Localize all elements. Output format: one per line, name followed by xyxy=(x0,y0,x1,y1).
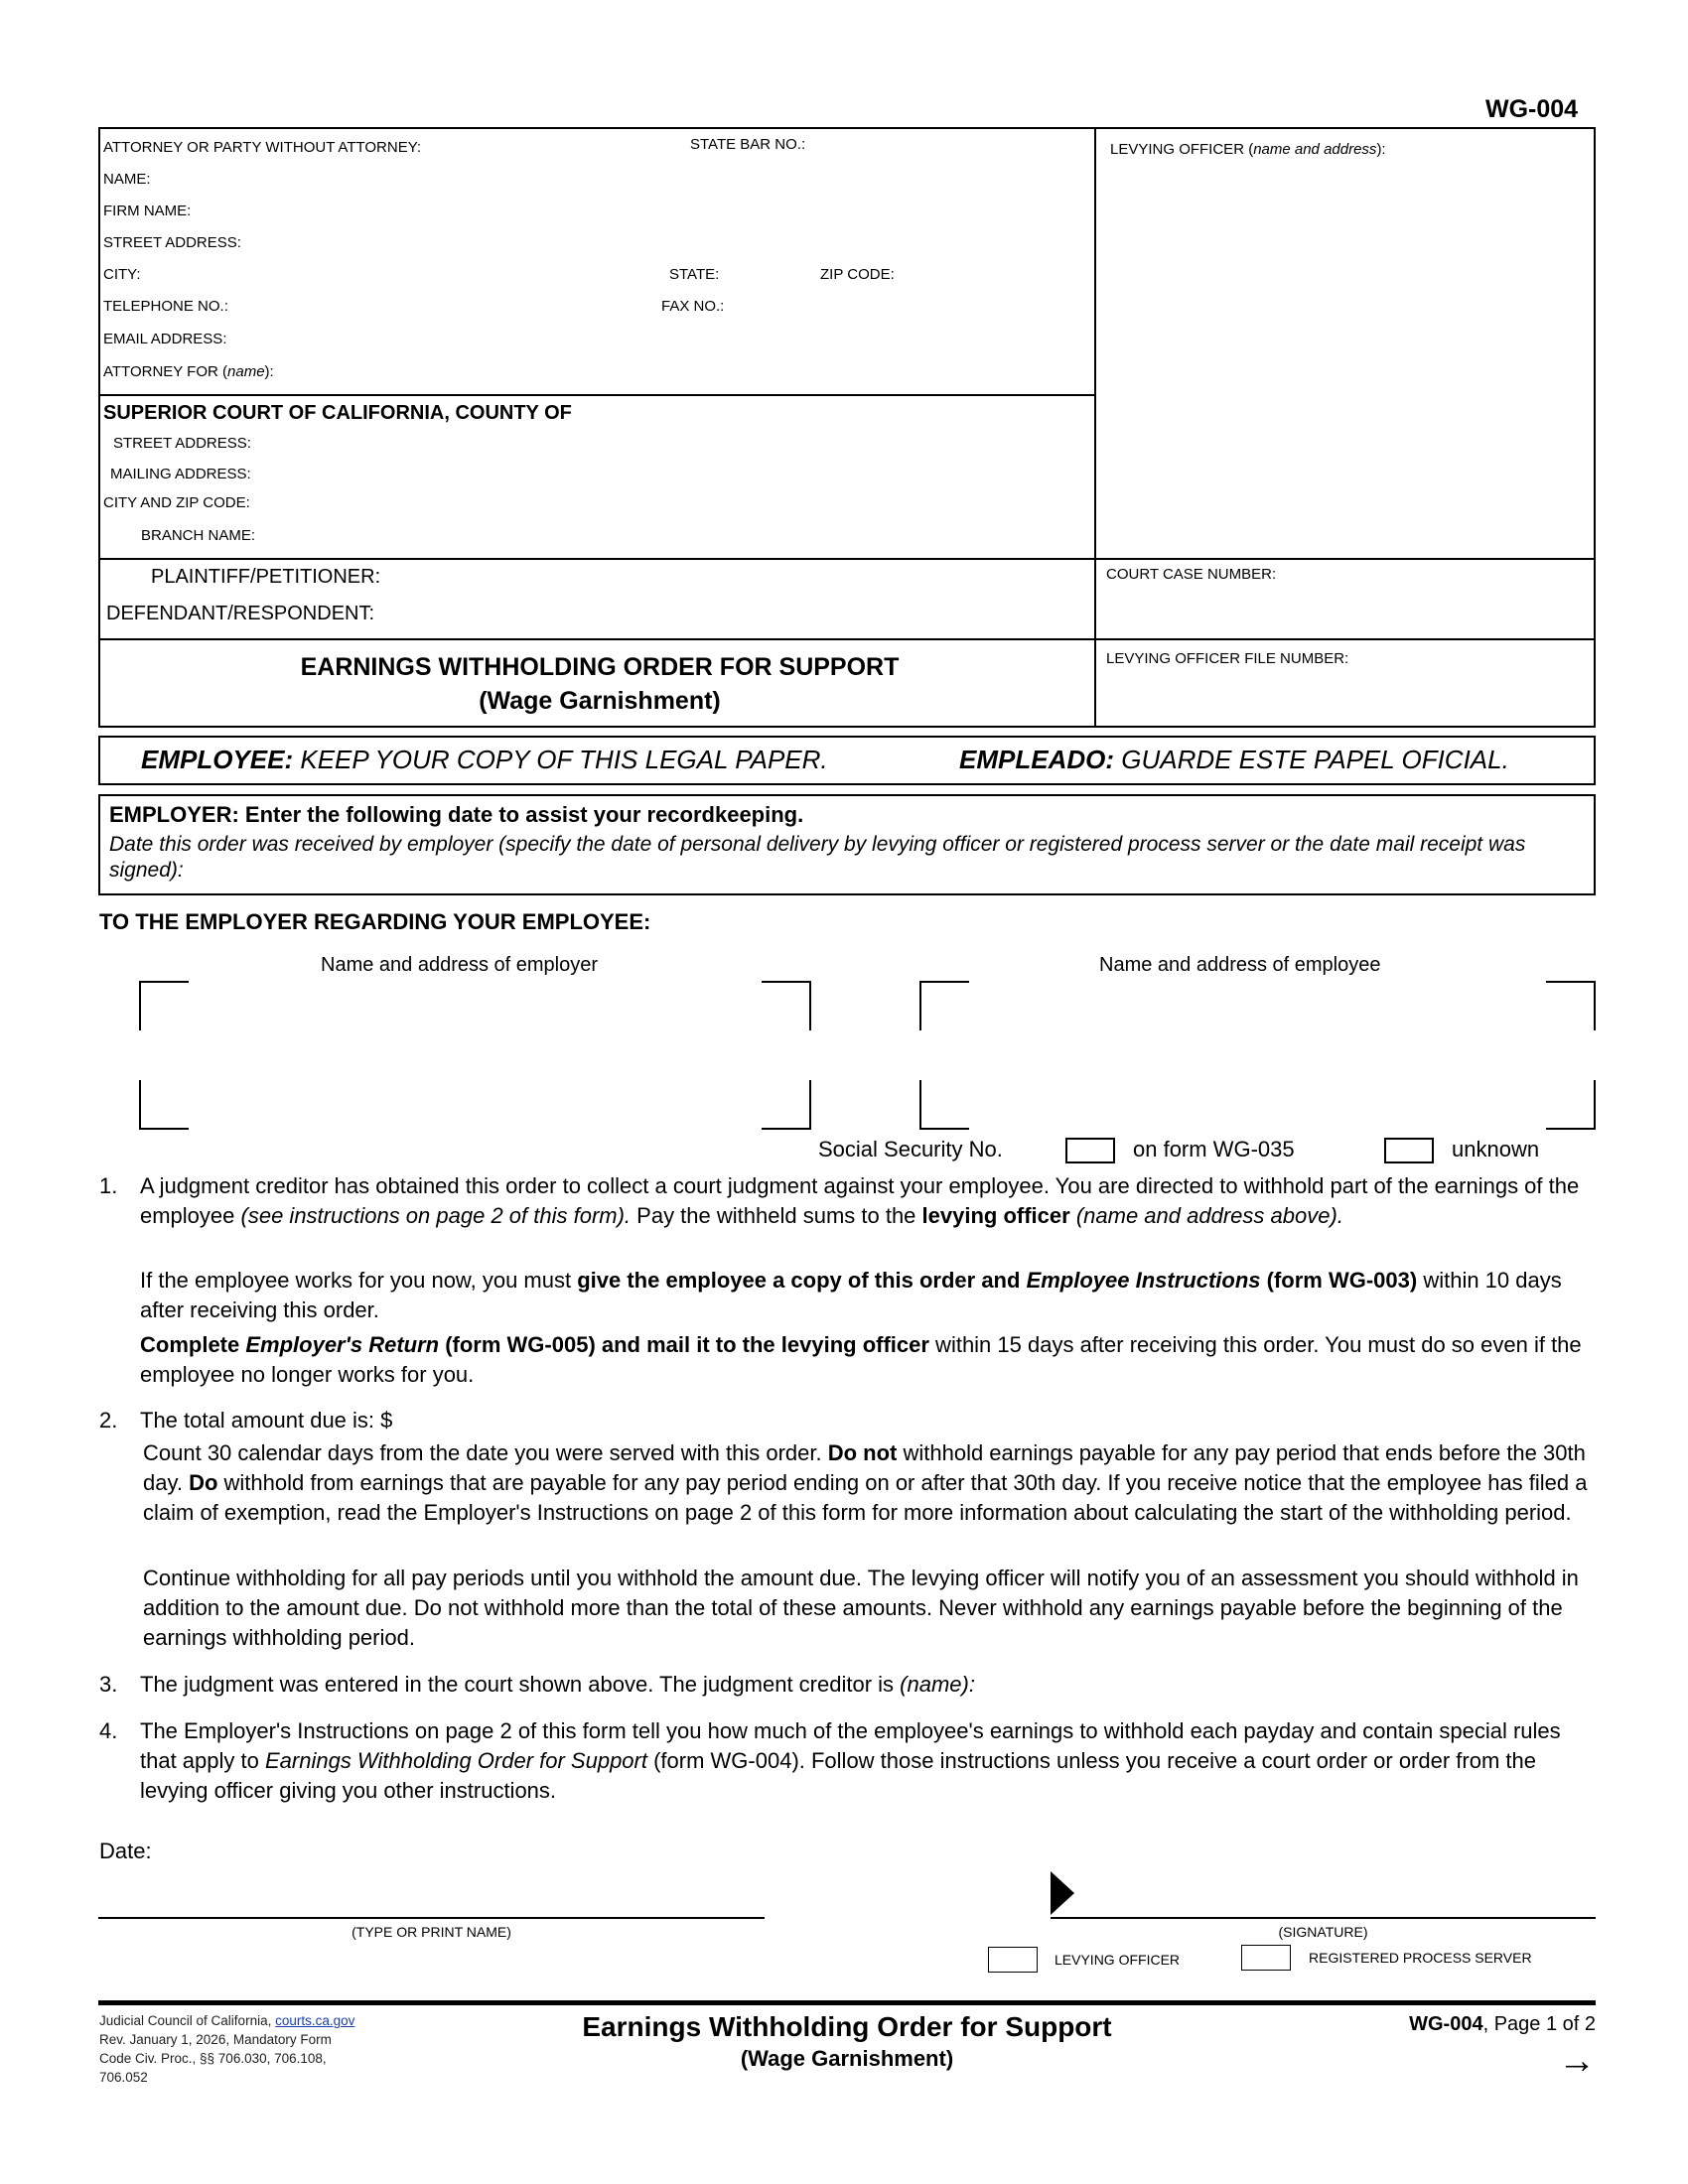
item-3-number: 3. xyxy=(99,1672,118,1697)
footer-page-number: WG-004, Page 1 of 2 xyxy=(1409,2013,1596,2035)
employee-address-corner-tr xyxy=(1546,981,1596,1030)
item-2-amount-label: The total amount due is: $ xyxy=(140,1408,393,1433)
court-city-zip-label: CITY AND ZIP CODE: xyxy=(103,494,250,511)
file-number-label: LEVYING OFFICER FILE NUMBER: xyxy=(1106,650,1349,667)
city-label: CITY: xyxy=(103,266,141,283)
levying-officer-checkbox[interactable] xyxy=(988,1947,1038,1973)
telephone-label: TELEPHONE NO.: xyxy=(103,298,228,315)
state-label: STATE: xyxy=(669,266,720,283)
signature-arrow-icon xyxy=(1051,1871,1076,1915)
employee-address-corner-bl xyxy=(919,1080,969,1130)
ssn-on-form-label: on form WG-035 xyxy=(1133,1137,1295,1161)
form-number: WG-004 xyxy=(1485,95,1579,123)
court-street-label: STREET ADDRESS: xyxy=(113,435,251,452)
employer-address-corner-bl xyxy=(139,1080,189,1130)
form-title: EARNINGS WITHHOLDING ORDER FOR SUPPORT (Wage Garnishment) xyxy=(300,653,900,715)
employee-address-corner-br xyxy=(1546,1080,1596,1130)
regarding-heading: TO THE EMPLOYER REGARDING YOUR EMPLOYEE: xyxy=(99,909,651,934)
item-1-return-instruction: Complete Employer's Return (form WG-005) and mail it to the levying officer within 15 days after receiving this order. You must do so even if the employee no longer works for you. xyxy=(140,1332,1582,1387)
footer-rule xyxy=(98,2000,1596,2005)
levying-officer-label: LEVYING OFFICER (name and address): xyxy=(1110,141,1386,158)
employer-address-corner-br xyxy=(762,1080,811,1130)
court-branch-label: BRANCH NAME: xyxy=(141,527,256,544)
item-2-number: 2. xyxy=(99,1408,118,1433)
item-4-text: The Employer's Instructions on page 2 of this form tell you how much of the employee's earnings to withhold each payday and contain special rules that apply to Earnings Withholding Order for Support (form WG-004). Follow those instructions unless you receive a court order or order from the levying officer giving you other instructions. xyxy=(140,1718,1561,1803)
parties-title-divider xyxy=(98,638,1596,640)
court-mailing-label: MAILING ADDRESS: xyxy=(110,466,251,482)
employer-heading: EMPLOYER: Enter the following date to assist your recordkeeping. xyxy=(109,802,804,827)
attorney-court-divider xyxy=(98,394,1095,396)
item-1-number: 1. xyxy=(99,1173,118,1198)
item-2-continue-withholding: Continue withholding for all pay periods until you withhold the amount due. The levying officer will notify you of an assessment you should withhold in addition to the amount due. Do not withhold more than the total of these amounts. Never withhold any earnings payable before the beginning of the earnings withholding period. xyxy=(143,1566,1579,1650)
item-4-number: 4. xyxy=(99,1718,118,1743)
signature-caption: (SIGNATURE) xyxy=(1278,1924,1368,1940)
attorney-label: ATTORNEY OR PARTY WITHOUT ATTORNEY: xyxy=(103,139,422,156)
name-label: NAME: xyxy=(103,171,151,188)
courts-link[interactable]: courts.ca.gov xyxy=(275,2013,355,2028)
firm-name-label: FIRM NAME: xyxy=(103,203,192,219)
email-label: EMAIL ADDRESS: xyxy=(103,331,227,347)
attorney-for-label: ATTORNEY FOR (name): xyxy=(103,363,274,380)
employee-address-caption: Name and address of employee xyxy=(1099,954,1381,976)
item-2-withholding-start: Count 30 calendar days from the date you were served with this order. Do not withhold earnings payable for any pay period that ends before the 30th day. Do withhold from earnings that are payable for any pay period ending on or after that 30th day. If you receive notice that the employee has filed a claim of exemption, read the Employer's Instructions on page 2 of this form for more information about calculating the start of the withholding period. xyxy=(143,1440,1588,1525)
ssn-on-form-checkbox[interactable] xyxy=(1065,1138,1115,1163)
state-bar-label: STATE BAR NO.: xyxy=(690,136,806,153)
employer-address-corner-tl xyxy=(139,981,189,1030)
levying-officer-option: LEVYING OFFICER xyxy=(1055,1952,1181,1968)
employee-notice: EMPLOYEE: KEEP YOUR COPY OF THIS LEGAL PAPER. xyxy=(141,745,828,774)
print-name-line xyxy=(98,1917,765,1919)
employer-address-corner-tr xyxy=(762,981,811,1030)
footer-citation: Judicial Council of California, courts.ca.gov Rev. January 1, 2026, Mandatory Form Code Civ. Proc., §§ 706.030, 706.108, 706.052 xyxy=(99,2013,355,2085)
case-number-label: COURT CASE NUMBER: xyxy=(1106,566,1277,583)
item-1-text: A judgment creditor has obtained this order to collect a court judgment against your employee. You are directed to withhold part of the earnings of the employee (see instructions on page 2 of this form). Pay the withheld sums to the levying officer (name and address above). xyxy=(140,1173,1580,1228)
print-name-caption: (TYPE OR PRINT NAME) xyxy=(352,1924,511,1940)
signature-line xyxy=(1051,1917,1596,1919)
defendant-label: DEFENDANT/RESPONDENT: xyxy=(106,603,375,624)
plaintiff-label: PLAINTIFF/PETITIONER: xyxy=(151,566,381,588)
employer-address-caption: Name and address of employer xyxy=(321,954,599,976)
item-3-text: The judgment was entered in the court shown above. The judgment creditor is (name): xyxy=(140,1672,975,1697)
court-title: SUPERIOR COURT OF CALIFORNIA, COUNTY OF xyxy=(103,402,572,424)
empleado-notice: EMPLEADO: GUARDE ESTE PAPEL OFICIAL. xyxy=(959,745,1509,774)
ssn-unknown-checkbox[interactable] xyxy=(1384,1138,1434,1163)
employee-address-corner-tl xyxy=(919,981,969,1030)
ssn-label: Social Security No. xyxy=(818,1137,1003,1161)
process-server-option: REGISTERED PROCESS SERVER xyxy=(1309,1950,1532,1966)
item-1-copy-instruction: If the employee works for you now, you must give the employee a copy of this order and Employee Instructions (form WG-003) within 10 days after receiving this order. xyxy=(140,1268,1562,1322)
zip-code-label: ZIP CODE: xyxy=(820,266,895,283)
street-address-label: STREET ADDRESS: xyxy=(103,234,241,251)
footer-title: Earnings Withholding Order for Support (Wage Garnishment) xyxy=(582,2011,1112,2071)
fax-label: FAX NO.: xyxy=(661,298,725,315)
process-server-checkbox[interactable] xyxy=(1241,1945,1291,1971)
court-parties-divider xyxy=(98,558,1596,560)
ssn-unknown-label: unknown xyxy=(1452,1137,1540,1161)
next-page-arrow-icon: → xyxy=(1558,2040,1596,2082)
date-label: Date: xyxy=(99,1839,152,1863)
employer-date-instruction: Date this order was received by employer (specify the date of personal delivery by levying officer or registered process server or the date mail receipt was signed): xyxy=(109,833,1526,882)
